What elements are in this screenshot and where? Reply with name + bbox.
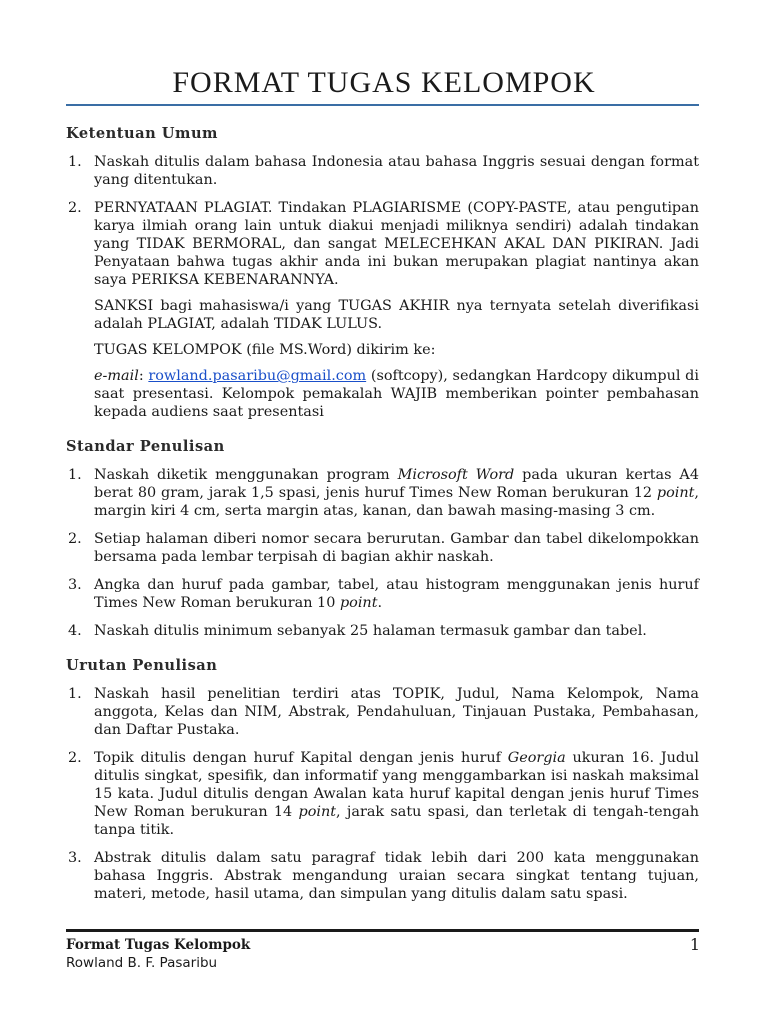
text-run: ukuran 16. Judul ditulis singkat, spesifik, dan informatif yang menggambarkan isi naskah maksimal 15 kata. Judul ditulis dengan Awalan kata huruf kapital dengan jenis huruf Times New Roman berukuran 14 [94, 750, 699, 820]
list-text [94, 576, 699, 612]
email-description: (softcopy), sedangkan Hardcopy dikumpul di saat presentasi. Kelompok pemakalah WAJIB memberikan pointer pembahasan kepada audiens saat presentasi [94, 368, 699, 420]
list-number: 3. [68, 577, 82, 593]
list-text [94, 466, 699, 520]
footer-divider [66, 929, 699, 932]
urutan-list [66, 685, 699, 903]
list-number: 1. [68, 154, 82, 170]
title-divider [66, 104, 699, 106]
text-run: Naskah diketik menggunakan program [94, 467, 398, 483]
section-ketentuan-umum [66, 124, 699, 421]
list-item [66, 576, 699, 612]
list-text: Naskah ditulis minimum sebanyak 25 halaman termasuk gambar dan tabel. [94, 623, 647, 639]
text-italic: Georgia [507, 750, 566, 766]
list-number: 3. [68, 850, 82, 866]
text-run: Angka dan huruf pada gambar, tabel, atau histogram menggunakan jenis huruf Times New Roman berukuran 10 [94, 577, 699, 611]
email-link[interactable]: rowland.pasaribu@gmail.com [148, 368, 367, 384]
list-number: 2. [68, 750, 82, 766]
list-number: 2. [68, 531, 82, 547]
text-run: . [377, 595, 383, 611]
page-number: 1 [689, 935, 700, 954]
list-number: 1. [68, 467, 82, 483]
email-separator: : [138, 368, 149, 384]
text-run: Topik ditulis dengan huruf Kapital dengan jenis huruf [94, 750, 508, 766]
list-text: Naskah hasil penelitian terdiri atas TOPIK, Judul, Nama Kelompok, Nama anggota, Kelas dan NIM, Abstrak, Pendahuluan, Tinjauan Pustaka, Pembahasan, dan Daftar Pustaka. [94, 686, 699, 738]
section-heading: Ketentuan Umum [66, 125, 219, 142]
list-item [66, 466, 699, 520]
text-italic: Microsoft Word [397, 467, 515, 483]
footer-title: Format Tugas Kelompok [66, 937, 251, 953]
list-item [66, 153, 699, 189]
list-number: 4. [68, 623, 82, 639]
list-text: Naskah ditulis dalam bahasa Indonesia atau bahasa Inggris sesuai dengan format yang ditentukan. [94, 154, 699, 188]
standar-list [66, 466, 699, 640]
section-urutan-penulisan [66, 656, 699, 903]
text-italic: point [339, 595, 378, 611]
ketentuan-list [66, 153, 699, 421]
text-italic: point [656, 485, 695, 501]
list-item [66, 622, 699, 640]
section-heading: Standar Penulisan [66, 438, 225, 455]
text-run: , jarak satu spasi, dan terletak di tengah-tengah tanpa titik. [94, 804, 699, 838]
list-text: Setiap halaman diberi nomor secara berurutan. Gambar dan tabel dikelompokkan bersama pada lembar terpisah di bagian akhir naskah. [94, 531, 699, 565]
page-title: FORMAT TUGAS KELOMPOK [172, 66, 596, 99]
sanksi-paragraph: SANKSI bagi mahasiswa/i yang TUGAS AKHIR nya ternyata setelah diverifikasi adalah PLAGIAT, adalah TIDAK LULUS. [94, 298, 699, 332]
list-text [94, 749, 699, 839]
section-standar-penulisan [66, 437, 699, 640]
list-item [66, 685, 699, 739]
email-paragraph [94, 367, 699, 421]
dikirim-paragraph: TUGAS KELOMPOK (file MS.Word) dikirim ke: [94, 342, 436, 358]
email-label: e-mail [94, 368, 139, 384]
list-item [66, 849, 699, 903]
document-body [66, 124, 699, 919]
text-italic: point [298, 804, 337, 820]
list-item [66, 749, 699, 839]
list-item [66, 530, 699, 566]
footer-author: Rowland B. F. Pasaribu [66, 955, 218, 971]
list-item [66, 199, 699, 421]
list-number: 2. [68, 200, 82, 216]
list-text: PERNYATAAN PLAGIAT. Tindakan PLAGIARISME (COPY-PASTE, atau pengutipan karya ilmiah orang lain untuk diakui menjadi miliknya sendiri) adalah tindakan yang TIDAK BERMORAL, dan sangat MELECEHKAN AKAL DAN PIKIRAN. Jadi Penyataan bahwa tugas akhir anda ini bukan merupakan plagiat nantinya akan saya PERIKSA KEBENARANNYA. [94, 200, 699, 288]
section-heading: Urutan Penulisan [66, 657, 218, 674]
text-run: , margin kiri 4 cm, serta margin atas, kanan, dan bawah masing-masing 3 cm. [94, 485, 699, 519]
list-text: Abstrak ditulis dalam satu paragraf tidak lebih dari 200 kata menggunakan bahasa Inggris. Abstrak mengandung uraian secara singkat tentang tujuan, materi, metode, hasil utama, dan simpulan yang ditulis dalam satu spasi. [94, 850, 699, 902]
text-run: pada ukuran kertas A4 berat 80 gram, jarak 1,5 spasi, jenis huruf Times New Roman berukuran 12 [94, 467, 699, 501]
list-number: 1. [68, 686, 82, 702]
